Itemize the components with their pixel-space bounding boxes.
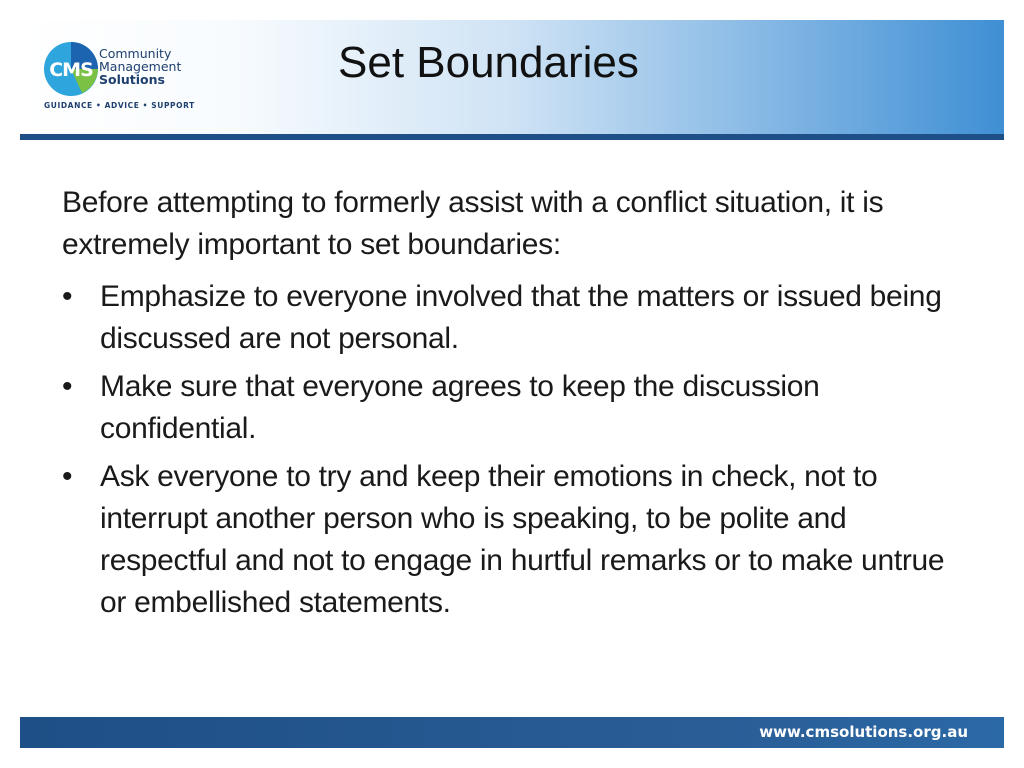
- bullet-marker: •: [62, 280, 73, 313]
- slide-title: Set Boundaries: [338, 38, 639, 87]
- bullet-item: [62, 456, 972, 624]
- logo-word-2: Management: [99, 59, 182, 74]
- cms-logo-initials: CMS: [49, 59, 93, 81]
- bullet-marker: •: [62, 370, 73, 403]
- logo-tagline: GUIDANCE • ADVICE • SUPPORT: [44, 101, 195, 110]
- bullet-marker: •: [62, 460, 73, 493]
- bullet-item: [62, 366, 972, 450]
- logo-wordmark: [99, 47, 181, 86]
- bullet-text: Make sure that everyone agrees to keep the discussion confidential.: [100, 370, 820, 445]
- bullet-list: [62, 276, 972, 624]
- slide-body: [62, 182, 972, 630]
- footer-bar: [20, 717, 1004, 748]
- bullet-text: Ask everyone to try and keep their emotions in check, not to interrupt another person who is speaking, to be polite and respectful and not to engage in hurtful remarks or to make untrue or embellished statements.: [100, 460, 945, 619]
- website-url: www.cmsolutions.org.au: [759, 723, 968, 741]
- logo-word-1: Community: [99, 46, 172, 61]
- cms-logo-mark: [42, 40, 100, 98]
- bullet-text: Emphasize to everyone involved that the matters or issued being discussed are not personal.: [100, 280, 942, 355]
- cms-logo: [42, 40, 202, 114]
- bullet-item: [62, 276, 972, 360]
- intro-paragraph: Before attempting to formerly assist with a conflict situation, it is extremely important to set boundaries:: [62, 186, 884, 261]
- logo-word-3: Solutions: [99, 72, 165, 87]
- header-divider: [20, 134, 1004, 140]
